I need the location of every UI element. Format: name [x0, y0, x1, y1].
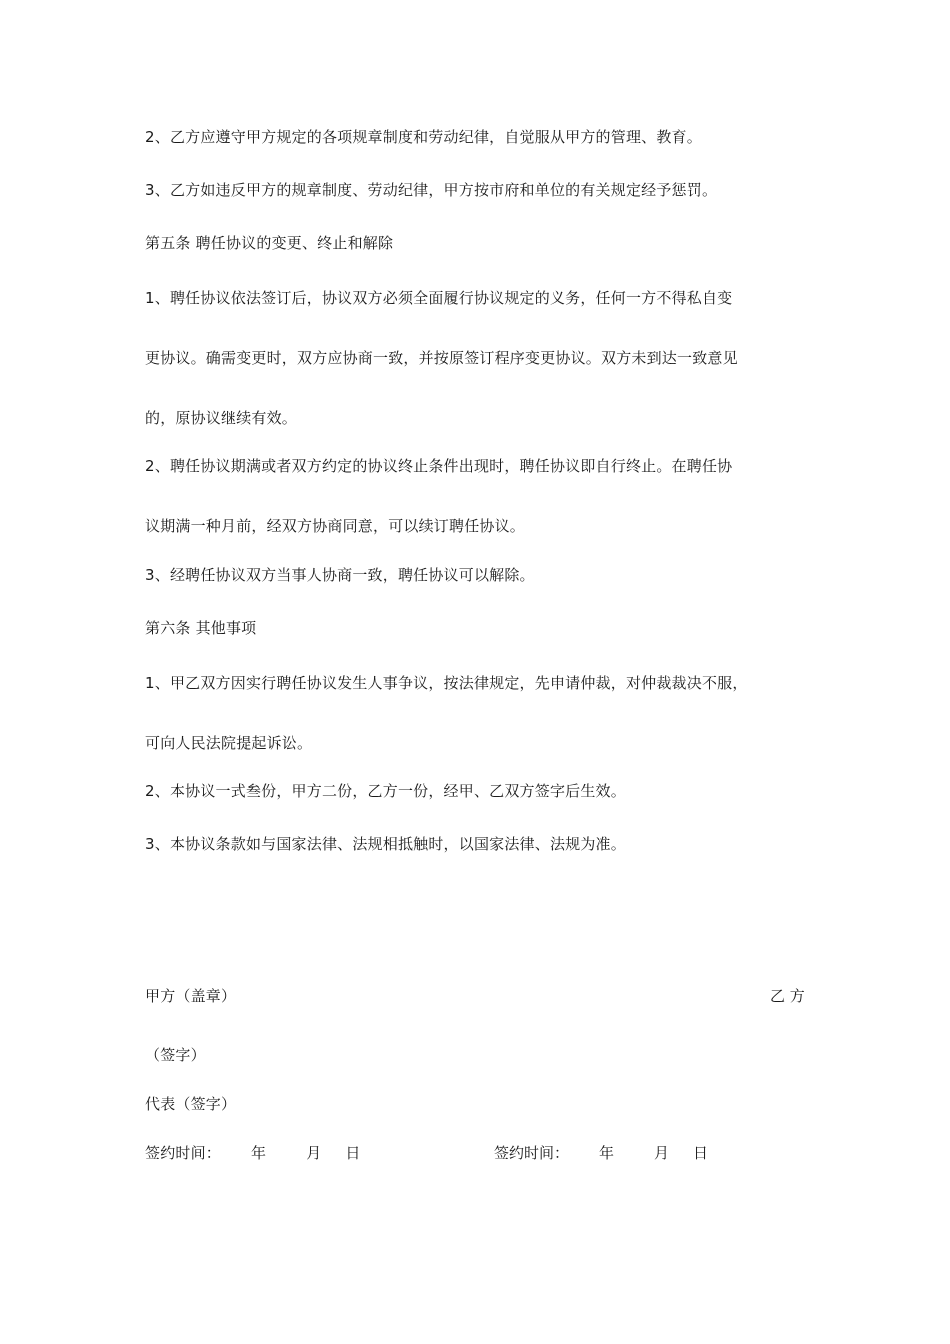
clause-5-heading: 第五条 聘任协议的变更、终止和解除 — [145, 234, 394, 252]
date-label: 签约时间： — [145, 1144, 222, 1162]
clause-5-item-2-line-2: 议期满一种月前，经双方协商同意，可以续订聘任协议。 — [145, 517, 526, 535]
clause-6-item-2: 2、本协议一式叁份，甲方二份，乙方一份，经甲、乙双方签字后生效。 — [145, 782, 626, 800]
party-a-date-row — [145, 1143, 361, 1163]
clause-5-item-1-line-2: 更协议。确需变更时，双方应协商一致，并按原签订程序变更协议。双方未到达一致意见 — [145, 349, 738, 367]
day-label: 日 — [345, 1144, 361, 1162]
day-label: 日 — [693, 1144, 709, 1162]
clause-6-item-1-line-2: 可向人民法院提起诉讼。 — [145, 734, 313, 752]
year-label: 年 — [599, 1144, 615, 1162]
clause-4-item-2: 2、乙方应遵守甲方规定的各项规章制度和劳动纪律，自觉服从甲方的管理、教育。 — [145, 128, 702, 146]
clause-5-item-1-line-3: 的，原协议继续有效。 — [145, 409, 298, 427]
party-b-date-row — [494, 1143, 708, 1163]
clause-4-item-3: 3、乙方如违反甲方的规章制度、劳动纪律，甲方按市府和单位的有关规定经予惩罚。 — [145, 181, 718, 199]
party-b-sign-label: （签字） — [145, 1046, 206, 1064]
clause-5-item-3: 3、经聘任协议双方当事人协商一致，聘任协议可以解除。 — [145, 566, 535, 584]
month-label: 月 — [306, 1144, 322, 1162]
clause-6-item-3: 3、本协议条款如与国家法律、法规相抵触时，以国家法律、法规为准。 — [145, 835, 626, 853]
clause-6-item-1-line-1: 1、甲乙双方因实行聘任协议发生人事争议，按法律规定，先申请仲裁，对仲裁裁决不服， — [145, 674, 748, 692]
year-label: 年 — [251, 1144, 267, 1162]
clause-6-heading: 第六条 其他事项 — [145, 619, 257, 637]
party-b-label: 乙 方 — [770, 987, 805, 1005]
date-label: 签约时间： — [494, 1144, 570, 1162]
party-a-seal-label: 甲方（盖章） — [145, 987, 237, 1005]
month-label: 月 — [654, 1144, 670, 1162]
clause-5-item-2-line-1: 2、聘任协议期满或者双方约定的协议终止条件出现时，聘任协议即自行终止。在聘任协 — [145, 457, 733, 475]
clause-5-item-1-line-1: 1、聘任协议依法签订后，协议双方必须全面履行协议规定的义务，任何一方不得私自变 — [145, 289, 733, 307]
representative-sign-label: 代表（签字） — [145, 1095, 237, 1113]
